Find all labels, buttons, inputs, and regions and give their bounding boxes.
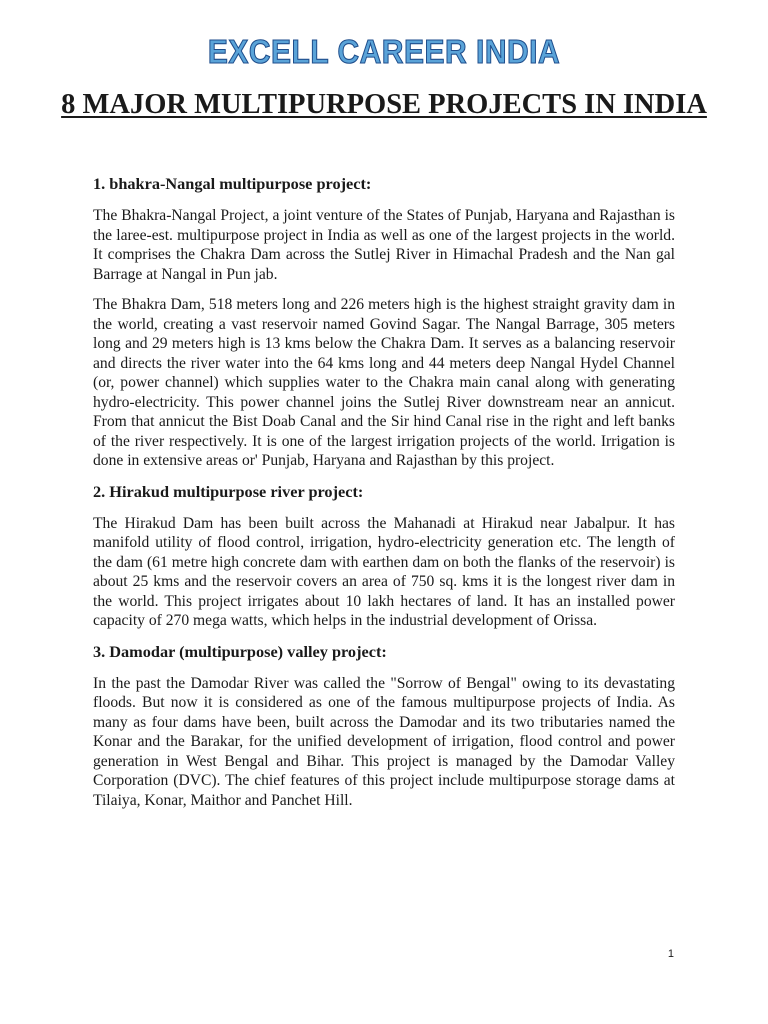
section-hirakud [93, 482, 675, 631]
paragraph: The Bhakra-Nangal Project, a joint venture of the States of Punjab, Haryana and Rajasthan is the laree-est. multipurpose project in India as well as one of the largest projects in the world. It comprises the Chakra Dam across the Sutlej River in Himachal Pradesh and the Nan gal Barrage at Nangal in Pun jab. [93, 207, 675, 283]
section-damodar [93, 642, 675, 811]
paragraph: The Hirakud Dam has been built across the Mahanadi at Hirakud near Jabalpur. It has manifold utility of flood control, irrigation, hydro-electricity generation etc. The length of the dam (61 metre high concrete dam with earthen dam on both the flanks of the reservoir) is about 25 kms and the reservoir covers an area of 750 sq. kms it is the longest river dam in the world. This project irrigates about 10 lakh hectares of land. It has an installed power capacity of 270 mega watts, which helps in the industrial development of Orissa. [93, 514, 675, 629]
paragraph: The Bhakra Dam, 518 meters long and 226 meters high is the highest straight gravity dam in the world, creating a vast reservoir named Govind Sagar. The Nangal Barrage, 305 meters long and 29 meters high is 13 kms below the Chakra Dam. It serves as a balancing reservoir and directs the river water into the 64 kms long and 44 meters deep Nangal Hydel Channel (or, power channel) which supplies water to the Chakra main canal along with generating hydro-electricity. This power channel joins the Sutlej River downstream near an annicut. From that annicut the Bist Doab Canal and the Sir hind Canal rise in the right and left banks of the river respectively. It is one of the largest irrigation projects of the world. Irrigation is done in extensive areas or' Punjab, Haryana and Rajasthan by this project. [93, 296, 675, 469]
page-title: 8 MAJOR MULTIPURPOSE PROJECTS IN INDIA [61, 89, 707, 120]
section-bhakra-nangal [93, 174, 675, 471]
section-heading: 1. bhakra-Nangal multipurpose project: [93, 174, 372, 193]
paragraph: In the past the Damodar River was called the "Sorrow of Bengal" owing to its devastating floods. But now it is considered as one of the famous multipurpose projects of India. As many as four dams have been, built across the Damodar and its two tributaries named the Konar and the Barakar, for the unified development of irrigation, flood control and power generation in West Bengal and Bihar. This project is managed by the Damodar Valley Corporation (DVC). The chief features of this project include multipurpose storage dams at Tilaiya, Konar, Maithor and Panchet Hill. [93, 674, 675, 809]
section-heading: 3. Damodar (multipurpose) valley project: [93, 641, 387, 661]
section-heading: 2. Hirakud multipurpose river project: [93, 481, 364, 501]
brand-logo-text: EXCELL CAREER INDIA [207, 33, 561, 71]
page-number: 1 [667, 948, 674, 960]
document-body [93, 174, 675, 821]
